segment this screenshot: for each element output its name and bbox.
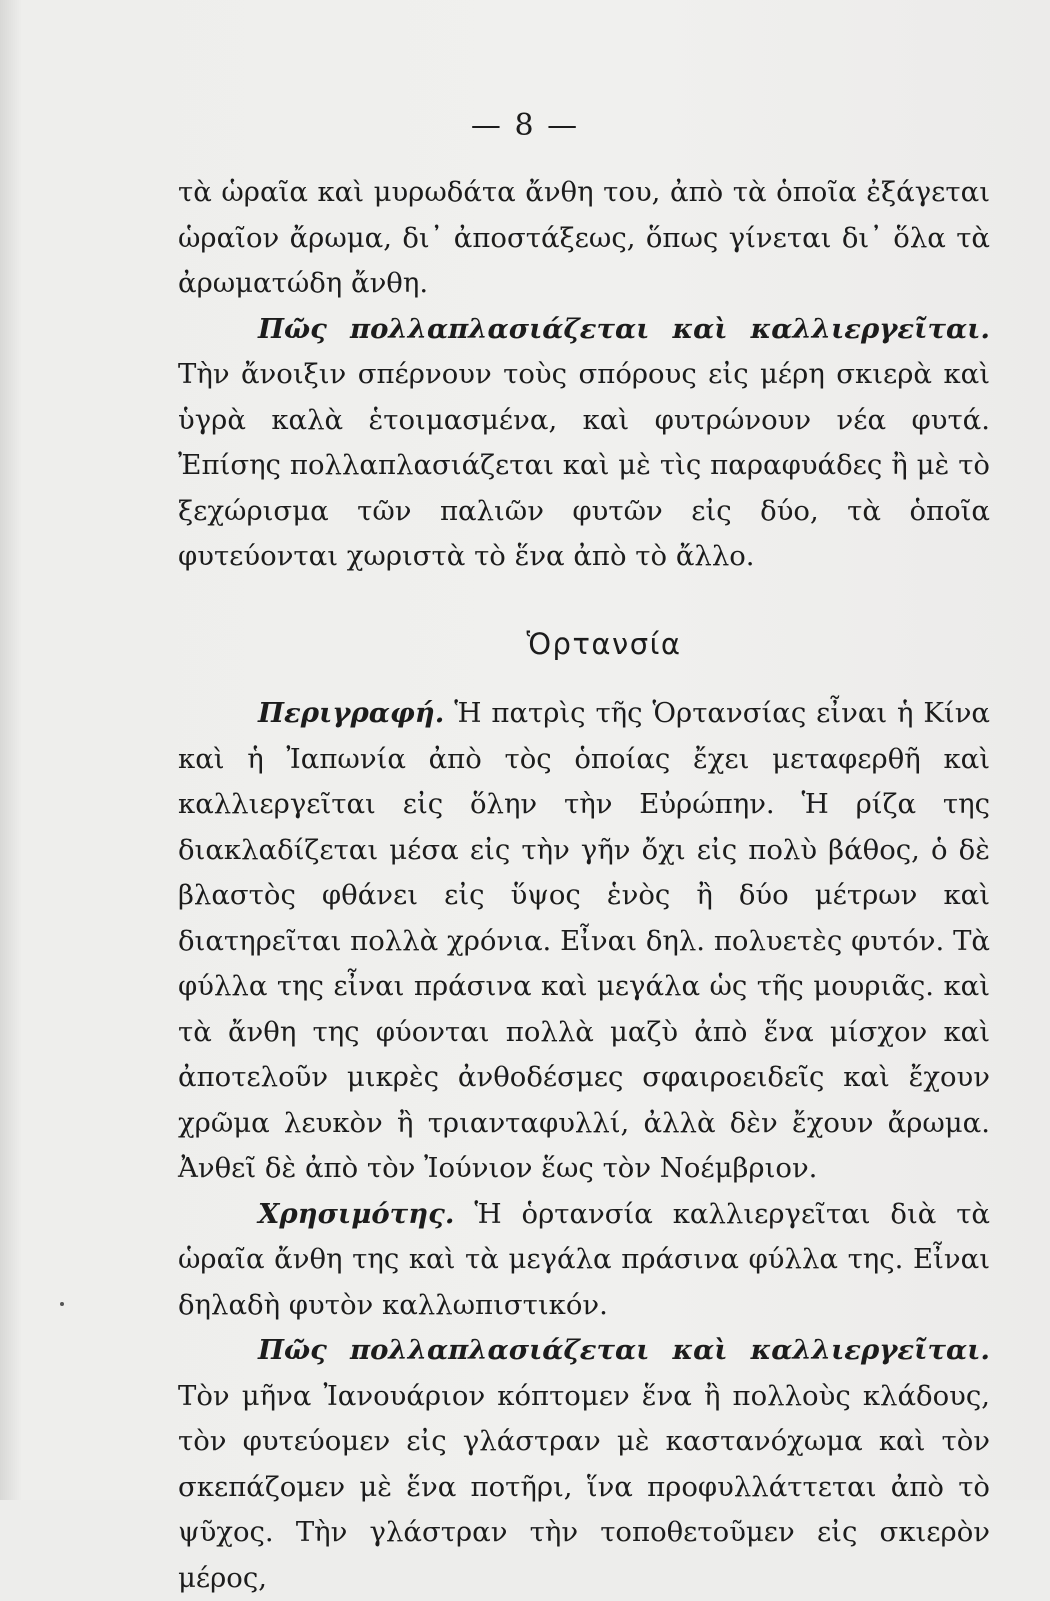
paragraph-propagation [178,307,990,580]
paragraph-description [178,691,990,1192]
section-title: Ὁρτανσία [526,626,682,661]
paragraph-text: Τὴν ἄνοιξιν σπέρνουν τοὺς σπόρους εἰς μέρη σκιερὰ καὶ ὑγρὰ καλὰ ἑτοιμασμένα, καὶ φυτρώνουν νέα φυτά. Ἐπίσης πολλαπλασιάζεται καὶ μὲ τὶς παραφυάδες ἢ μὲ τὸ ξεχώρισμα τῶν παλιῶν φυτῶν εἰς δύο, τὰ ὁποῖα φυτεύονται χωριστὰ τὸ ἕνα ἀπὸ τὸ ἄλλο. [178,358,990,572]
paper-speck [60,1302,64,1306]
paragraph-usefulness [178,1192,990,1329]
paragraph-continuation [178,170,990,307]
paragraph-text: Ἡ ὁρτανσία καλλιεργεῖται διὰ τὰ ὡραῖα ἄνθη της καὶ τὰ μεγάλα πράσινα φύλλα της. Εἶναι δηλαδὴ φυτὸν καλλωπιστικόν. [178,1197,990,1321]
run-in-heading: Περιγραφή. [258,697,445,729]
paragraph-text: τὰ ὡραῖα καὶ μυρωδάτα ἄνθη του, ἀπὸ τὰ ὁποῖα ἐξάγεται ὡραῖον ἄρωμα, δι᾽ ἀποστάξεως, ὅπως γίνεται δι᾽ ὅλα τὰ ἀρωματώδη ἄνθη. [178,176,990,299]
run-in-heading: Πῶς πολλαπλασιάζεται καὶ καλλιεργεῖται. [258,312,990,345]
paragraph-text: Ἡ πατρὶς τῆς Ὁρτανσίας εἶναι ἡ Κίνα καὶ ἡ Ἰαπωνία ἀπὸ τὸς ὁποίας ἔχει μεταφερθῆ καὶ καλλιεργεῖται εἰς ὅλην τὴν Εὐρώπην. Ἡ ρίζα της διακλαδίζεται μέσα εἰς τὴν γῆν ὄχι εἰς πολὺ βάθος, ὁ δὲ βλαστὸς φθάνει εἰς ὕψος ἑνὸς ἢ δύο μέτρων καὶ διατηρεῖται πολλὰ χρόνια. Εἶναι δηλ. πολυετὲς φυτόν. Τὰ φύλλα της εἶναι πράσινα καὶ μεγάλα ὡς τῆς μουριᾶς. καὶ τὰ ἄνθη της φύονται πολλὰ μαζὺ ἀπὸ ἕνα μίσχον καὶ ἀποτελοῦν μικρὲς ἀνθοδέσμες σφαιροειδεῖς καὶ ἔχουν χρῶμα λευκὸν ἢ τριανταφυλλί, ἀλλὰ δὲν ἔχουν ἄρωμα. Ἀνθεῖ δὲ ἀπὸ τὸν Ἰούνιον ἕως τὸν Νοέμβριον. [178,697,990,1184]
run-in-heading: Πῶς πολλαπλασιάζεται καὶ καλλιεργεῖται. [258,1334,990,1366]
page-number: — 8 — [470,108,580,143]
page-body [178,170,990,1601]
paragraph-text: Τὸν μῆνα Ἰανουάριον κόπτομεν ἕνα ἢ πολλοὺς κλάδους, τὸν φυτεύομεν εἰς γλάστραν μὲ καστανόχωμα καὶ τὸν σκεπάζομεν μὲ ἕνα ποτῆρι, ἵνα προφυλλάττεται ἀπὸ τὸ ψῦχος. Τὴν γλάστραν τὴν τοποθετοῦμεν εἰς σκιερὸν μέρος, [178,1379,990,1594]
run-in-heading: Χρησιμότης. [258,1197,455,1230]
paragraph-propagation-2 [178,1328,990,1601]
